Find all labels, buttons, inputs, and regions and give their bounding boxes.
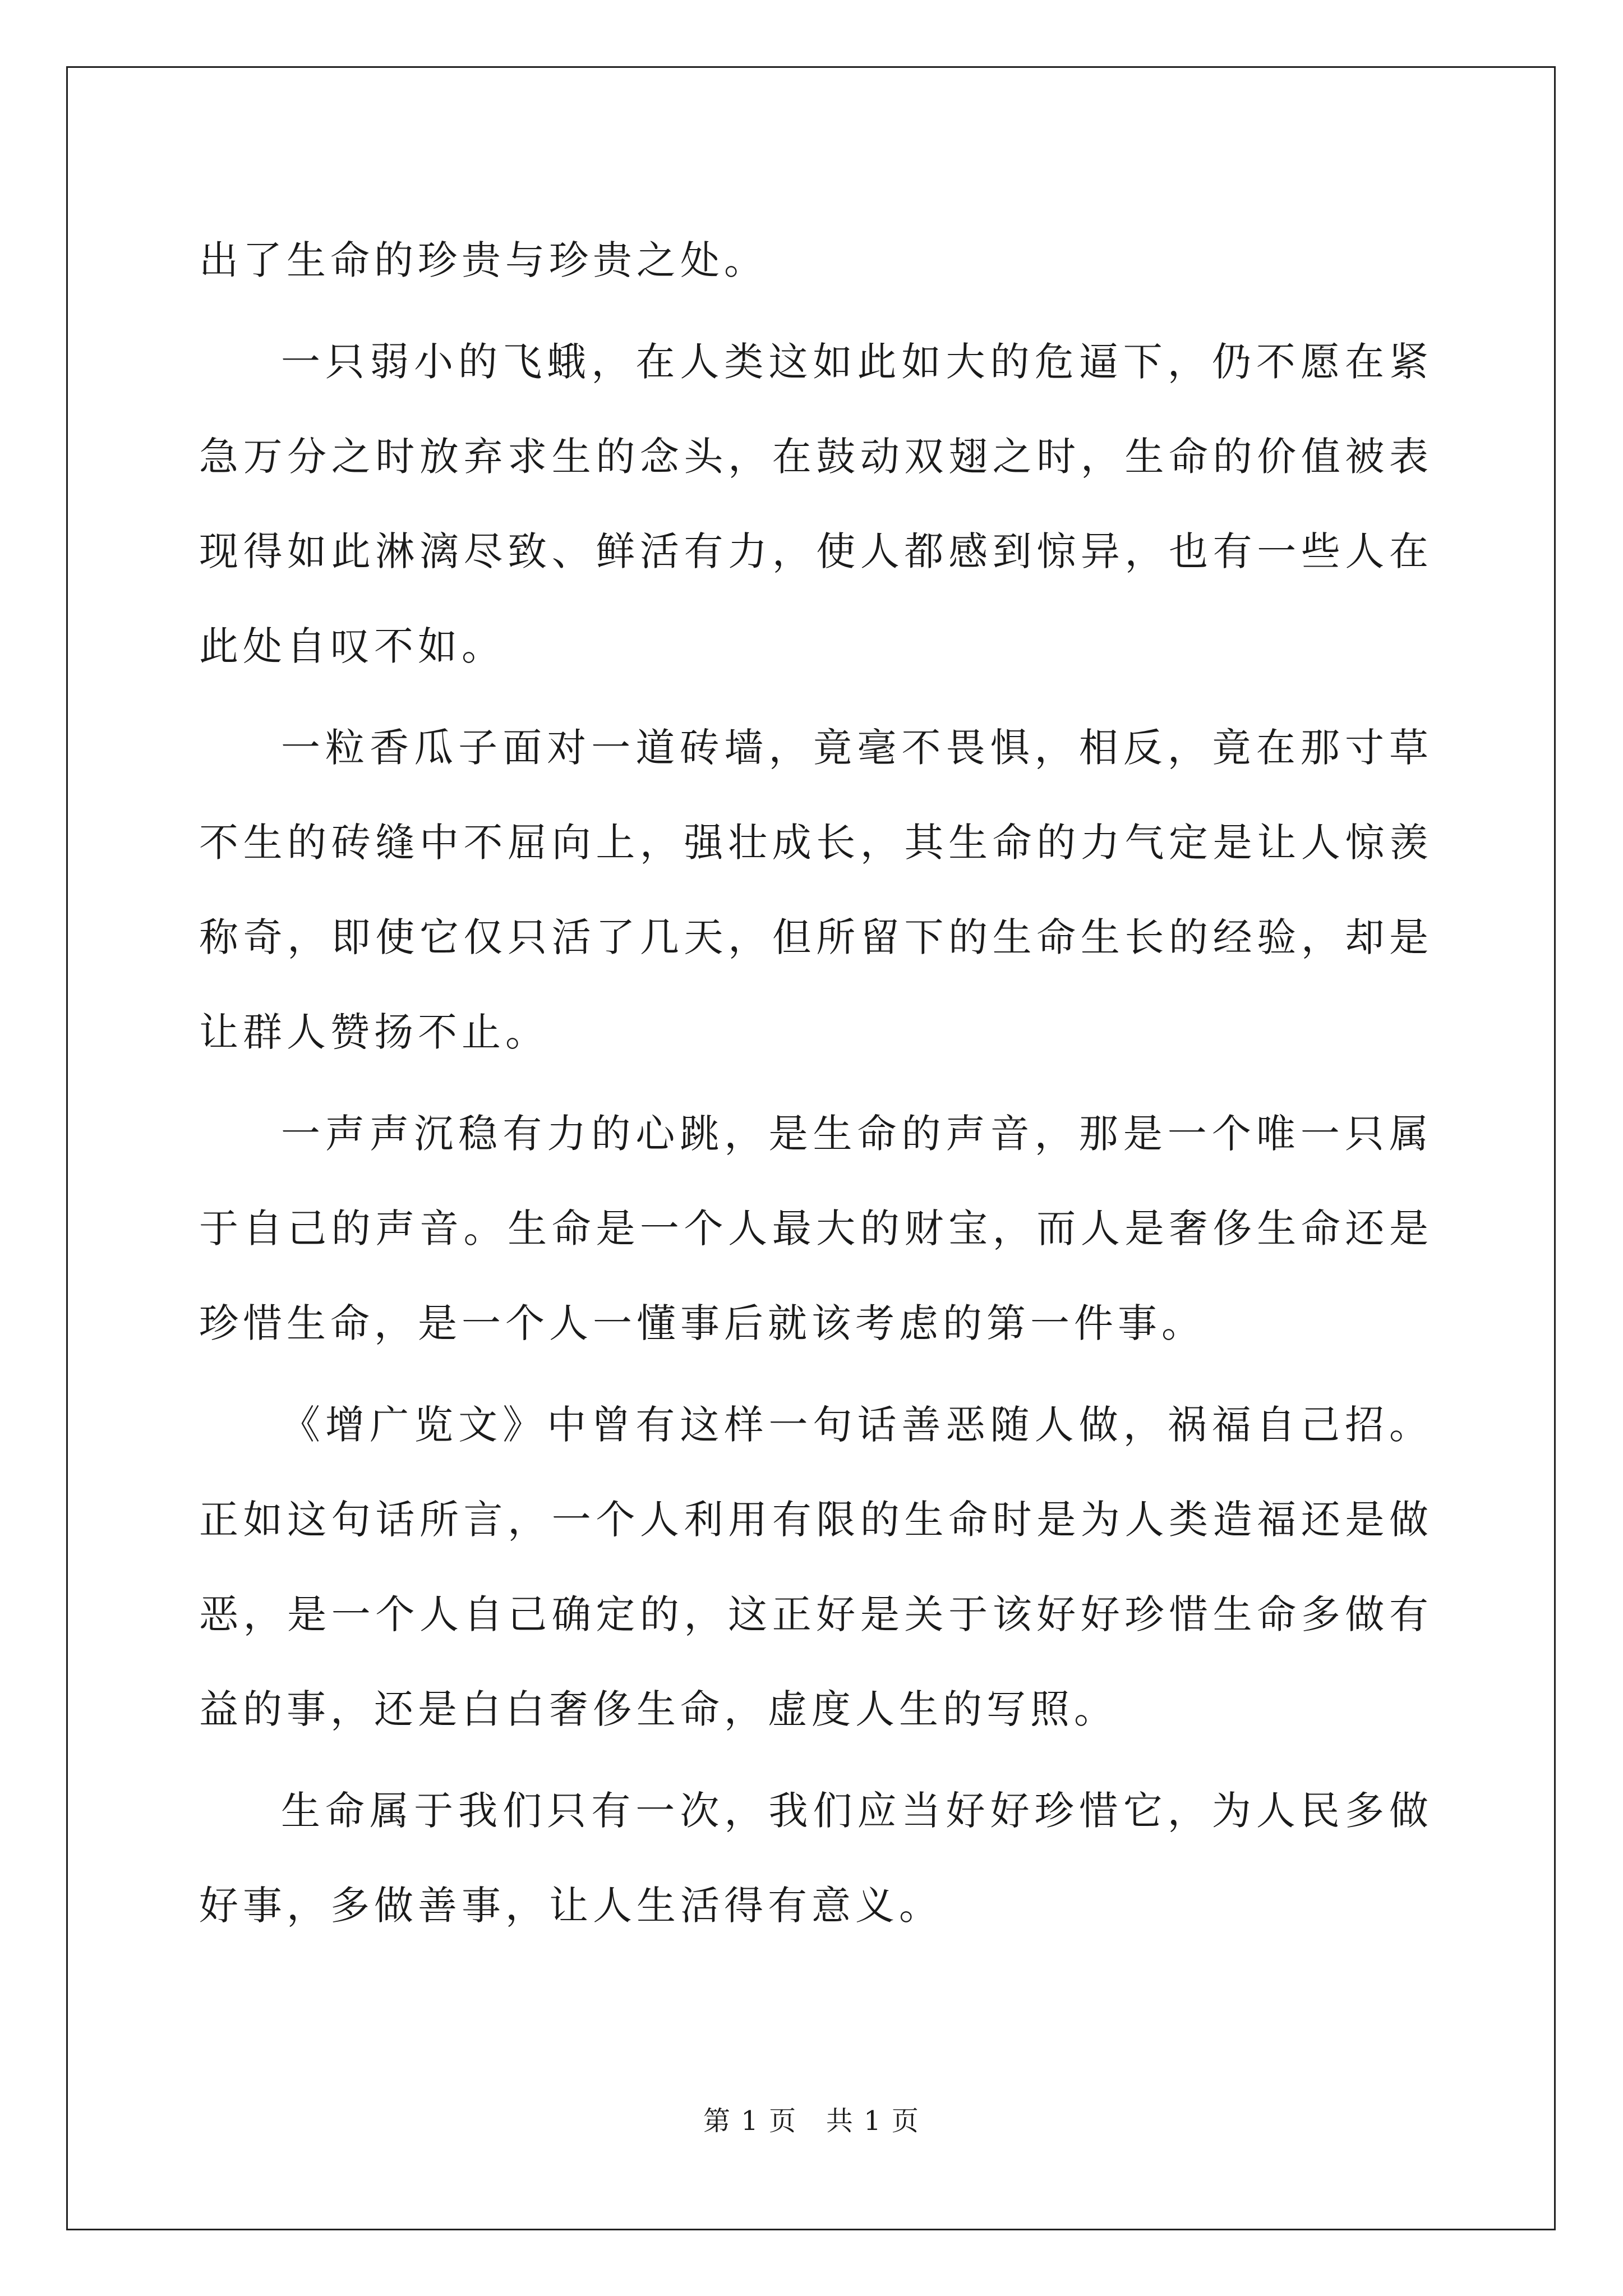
paragraph-4: 一声声沉稳有力的心跳，是生命的声音，那是一个唯一只属于自己的声音。生命是一个人最大的财宝，而人是奢侈生命还是珍惜生命，是一个人一懂事后就该考虑的第一件事。 — [199, 1111, 1433, 1346]
paragraph-6: 生命属于我们只有一次，我们应当好好珍惜它，为人民多做好事，多做善事，让人生活得有意义。 — [199, 1788, 1433, 1929]
document-body — [199, 213, 1433, 1960]
paragraph-2: 一只弱小的飞蛾，在人类这如此如大的危逼下，仍不愿在紧急万分之时放弃求生的念头，在鼓动双翅之时，生命的价值被表现得如此淋漓尽致、鲜活有力，使人都感到惊异，也有一些人在此处自叹不如。 — [199, 339, 1433, 669]
paragraph-1: 出了生命的珍贵与珍贵之处。 — [199, 237, 768, 283]
page-footer — [0, 2099, 1623, 2138]
paragraph-3: 一粒香瓜子面对一道砖墙，竟毫不畏惧，相反，竟在那寸草不生的砖缝中不屈向上，强壮成长，其生命的力气定是让人惊羡称奇，即使它仅只活了几天，但所留下的生命生长的经验，却是让群人赞扬不止。 — [199, 725, 1433, 1055]
page-number-label: 第 1 页 共 1 页 — [703, 2105, 920, 2137]
paragraph-5: 《增广览文》中曾有这样一句话善恶随人做，祸福自己招。正如这句话所言，一个人利用有限的生命时是为人类造福还是做恶，是一个人自己确定的，这正好是关于该好好珍惜生命多做有益的事，还是白白奢侈生命，虚度人生的写照。 — [199, 1402, 1433, 1732]
